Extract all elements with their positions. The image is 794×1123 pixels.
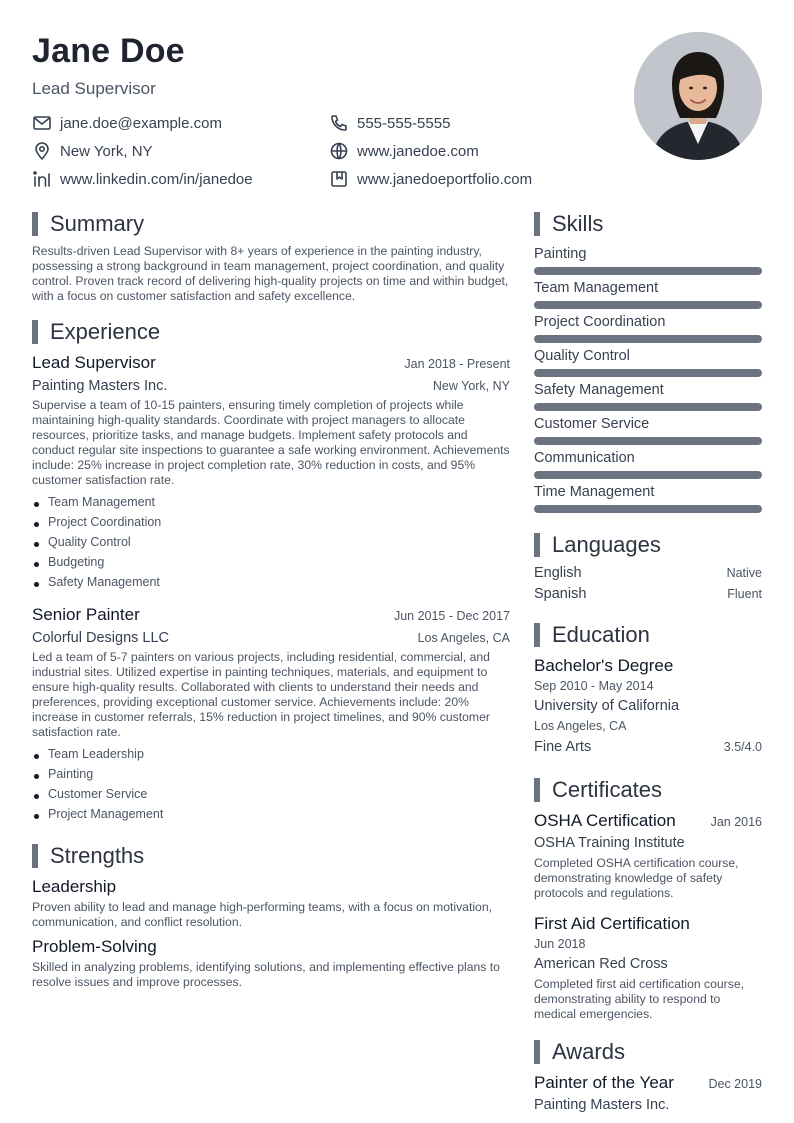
section-accent-bar xyxy=(32,844,38,868)
section-accent-bar xyxy=(534,212,540,236)
list-item: Project Coordination xyxy=(32,512,510,532)
bookmark-icon xyxy=(329,169,349,189)
certificate-issuer: OSHA Training Institute xyxy=(534,835,685,851)
certificates-section xyxy=(534,776,762,1022)
skill-item xyxy=(534,278,762,309)
contact-list xyxy=(32,112,592,190)
job-location: New York, NY xyxy=(432,379,510,393)
education-degree: Bachelor's Degree xyxy=(534,656,674,675)
job-skill-list xyxy=(32,744,510,824)
candidate-role: Lead Supervisor xyxy=(32,79,156,98)
experience-section xyxy=(32,318,510,824)
certificate-description: Completed first aid certification course, demonstrating ability to respond to medical emergencies. xyxy=(534,977,744,1021)
job-title: Senior Painter xyxy=(32,605,140,624)
award-date: Dec 2019 xyxy=(708,1077,762,1091)
job-location: Los Angeles, CA xyxy=(417,631,510,645)
skill-level-bar xyxy=(534,369,762,377)
education-title: Education xyxy=(552,622,650,647)
job-dates: Jan 2018 - Present xyxy=(404,357,510,371)
list-item: Customer Service xyxy=(32,784,510,804)
contact-location-text: New York, NY xyxy=(60,142,153,160)
right-column xyxy=(534,210,762,1116)
strength-title: Leadership xyxy=(32,877,117,896)
phone-icon xyxy=(329,113,349,133)
skill-item xyxy=(534,346,762,377)
job-title: Lead Supervisor xyxy=(32,353,156,372)
education-school: University of California xyxy=(534,698,680,714)
contact-phone[interactable] xyxy=(329,112,592,134)
list-item: Safety Management xyxy=(32,572,510,592)
job-skill-list xyxy=(32,492,510,592)
awards-title: Awards xyxy=(552,1039,625,1064)
contact-website-text[interactable]: www.janedoe.com xyxy=(357,142,479,160)
language-name: English xyxy=(534,565,582,581)
strength-title: Problem-Solving xyxy=(32,937,157,956)
job-description: Led a team of 5-7 painters on various projects, including residential, commercial, and industrial sites. Utilized expertise in painting techniques, materials, and equipment to ensure high-quality results. Collaborated with clients to understand their needs and preferences, providing exceptional customer service. Achievements include: 20% increase in customer referrals, 15% reduction in project timelines, and 90% customer satisfaction rate. xyxy=(32,650,490,739)
contact-email[interactable] xyxy=(32,112,329,134)
strength-item xyxy=(32,876,510,930)
list-item: Painting xyxy=(32,764,510,784)
section-accent-bar xyxy=(32,212,38,236)
award-item xyxy=(534,1072,762,1116)
skill-item xyxy=(534,448,762,479)
list-item: Budgeting xyxy=(32,552,510,572)
list-item: Team Management xyxy=(32,492,510,512)
job-dates: Jun 2015 - Dec 2017 xyxy=(393,609,510,623)
skills-list xyxy=(534,244,762,513)
language-level: Native xyxy=(726,566,762,580)
contact-email-text[interactable]: jane.doe@example.com xyxy=(60,114,222,132)
skill-level-bar xyxy=(534,437,762,445)
list-item: Project Management xyxy=(32,804,510,824)
skill-level-bar xyxy=(534,471,762,479)
skill-level-bar xyxy=(534,301,762,309)
certificates-heading xyxy=(534,776,762,804)
skills-title: Skills xyxy=(552,211,604,236)
strength-text: Skilled in analyzing problems, identifying solutions, and implementing effective plans to resolve issues and improve processes. xyxy=(32,960,500,989)
skill-level-bar xyxy=(534,267,762,275)
resume-header xyxy=(32,30,592,100)
experience-heading xyxy=(32,318,510,346)
globe-icon xyxy=(329,141,349,161)
languages-section xyxy=(534,531,762,607)
summary-title: Summary xyxy=(50,211,145,236)
section-accent-bar xyxy=(32,320,38,344)
skill-item xyxy=(534,482,762,513)
strengths-title: Strengths xyxy=(50,843,145,868)
language-item xyxy=(534,565,762,586)
profile-photo xyxy=(634,32,762,160)
contact-phone-text[interactable]: 555-555-5555 xyxy=(357,114,451,132)
experience-title: Experience xyxy=(50,319,161,344)
summary-section xyxy=(32,210,510,304)
education-dates: Sep 2010 - May 2014 xyxy=(534,679,654,693)
certificate-description: Completed OSHA certification course, demonstrating knowledge of safety protocols and regulations. xyxy=(534,856,739,900)
list-item: Quality Control xyxy=(32,532,510,552)
contact-linkedin-text[interactable]: www.linkedin.com/in/janedoe xyxy=(60,170,253,188)
job-description: Supervise a team of 10-15 painters, ensuring timely completion of projects while maintaining high-quality standards. Coordinate with project managers to allocate resources, prioritize tasks, and manage budgets. Implement safety protocols and conduct regular site inspections to guarantee a safe working environment. Achievements include: 25% increase in project completion rate, 30% reduction in costs, and 95% customer satisfaction rate. xyxy=(32,398,510,487)
languages-title: Languages xyxy=(552,532,661,557)
left-column xyxy=(32,210,510,990)
mail-icon xyxy=(32,113,52,133)
strength-text: Proven ability to lead and manage high-performing teams, with a focus on motivation, communication, and conflict resolution. xyxy=(32,900,492,929)
award-title: Painter of the Year xyxy=(534,1073,674,1092)
skills-section xyxy=(534,210,762,513)
education-field: Fine Arts xyxy=(534,739,592,755)
skills-heading xyxy=(534,210,762,238)
strength-item xyxy=(32,936,510,990)
strengths-section xyxy=(32,842,510,990)
certificate-date: Jan 2016 xyxy=(710,815,762,829)
job-entry xyxy=(32,604,510,824)
skill-item xyxy=(534,244,762,275)
skill-item xyxy=(534,380,762,411)
skill-level-bar xyxy=(534,335,762,343)
certificates-title: Certificates xyxy=(552,777,663,802)
job-company: Painting Masters Inc. xyxy=(32,378,168,394)
certificate-title: OSHA Certification xyxy=(534,811,676,830)
skill-name: Time Management xyxy=(534,484,655,500)
language-item xyxy=(534,586,762,607)
section-accent-bar xyxy=(534,778,540,802)
skill-name: Project Coordination xyxy=(534,314,666,330)
skill-name: Safety Management xyxy=(534,382,664,398)
education-gpa: 3.5/4.0 xyxy=(723,740,762,754)
certificate-date: Jun 2018 xyxy=(534,937,586,951)
education-heading xyxy=(534,621,762,649)
certificate-item xyxy=(534,913,762,1022)
contact-portfolio-text[interactable]: www.janedoeportfolio.com xyxy=(357,170,533,188)
skill-name: Painting xyxy=(534,246,587,262)
section-accent-bar xyxy=(534,1040,540,1064)
job-entry xyxy=(32,352,510,592)
skill-item xyxy=(534,312,762,343)
skill-item xyxy=(534,414,762,445)
contact-website[interactable] xyxy=(329,140,592,162)
skill-name: Communication xyxy=(534,450,635,466)
language-level: Fluent xyxy=(727,587,762,601)
language-name: Spanish xyxy=(534,586,587,602)
certificate-title: First Aid Certification xyxy=(534,914,690,933)
candidate-name: Jane Doe xyxy=(32,32,185,70)
summary-text: Results-driven Lead Supervisor with 8+ years of experience in the painting industry, possessing a strong background in team management, project coordination, and quality control. Proven track record of delivering high-quality projects on time and within budget, with a focus on customer satisfaction and safety excellence. xyxy=(32,244,509,303)
skill-name: Quality Control xyxy=(534,348,630,364)
contact-location xyxy=(32,140,329,162)
contact-linkedin[interactable] xyxy=(32,168,329,190)
skill-name: Customer Service xyxy=(534,416,650,432)
education-section xyxy=(534,621,762,758)
education-location: Los Angeles, CA xyxy=(534,719,627,733)
certificate-item xyxy=(534,810,762,901)
skill-name: Team Management xyxy=(534,280,659,296)
award-issuer: Painting Masters Inc. xyxy=(534,1097,670,1113)
summary-heading xyxy=(32,210,510,238)
skill-level-bar xyxy=(534,403,762,411)
map-pin-icon xyxy=(32,141,52,161)
job-company: Colorful Designs LLC xyxy=(32,630,170,646)
awards-section xyxy=(534,1038,762,1116)
certificate-issuer: American Red Cross xyxy=(534,956,668,972)
contact-portfolio[interactable] xyxy=(329,168,592,190)
awards-heading xyxy=(534,1038,762,1066)
strengths-heading xyxy=(32,842,510,870)
skill-level-bar xyxy=(534,505,762,513)
section-accent-bar xyxy=(534,623,540,647)
languages-heading xyxy=(534,531,762,559)
section-accent-bar xyxy=(534,533,540,557)
list-item: Team Leadership xyxy=(32,744,510,764)
linkedin-icon xyxy=(32,169,52,189)
